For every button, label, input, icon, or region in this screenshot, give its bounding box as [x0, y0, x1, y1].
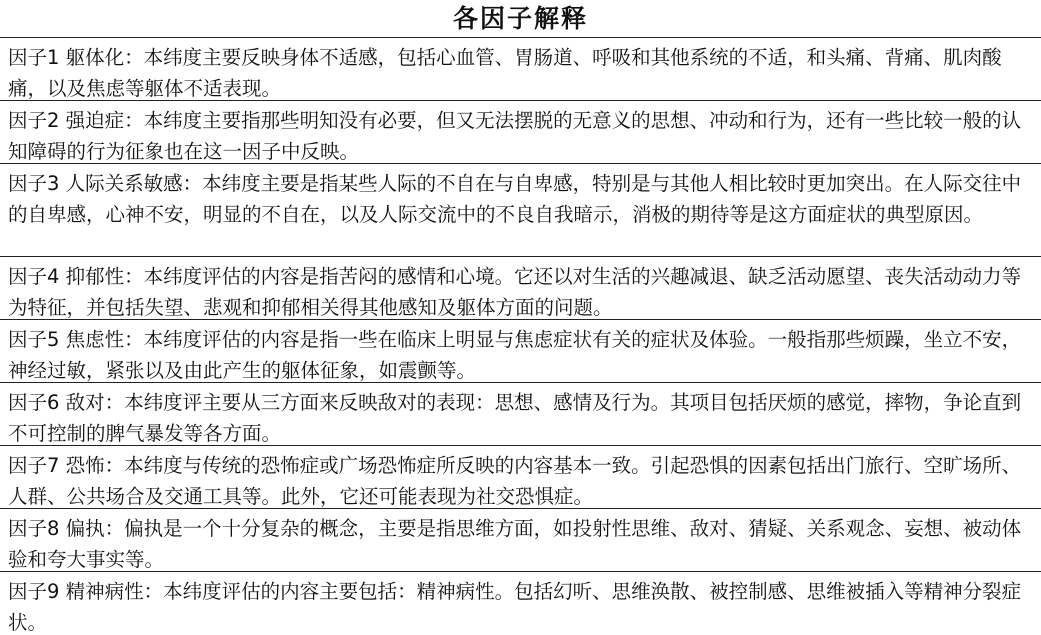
factor-row-9: 因子9 精神病性：本纬度评估的内容主要包括：精神病性。包括幻听、思维涣散、被控制感、思维被插入等精神分裂症状。: [8, 580, 1022, 634]
factor-row-2: 因子2 强迫症：本纬度主要指那些明知没有必要，但又无法摆脱的无意义的思想、冲动和行为，还有一些比较一般的认知障碍的行为征象也在这一因子中反映。: [0, 101, 1041, 164]
factor-row-4: 因子4 抑郁性：本纬度评估的内容是指苦闷的感情和心境。它还以对生活的兴趣减退、缺乏活动愿望、丧失活动动力等为特征，并包括失望、悲观和抑郁相关得其他感知及躯体方面的问题。: [0, 257, 1041, 320]
factor-rows: [0, 38, 1041, 635]
factor-row-7: 因子7 恐怖：本纬度与传统的恐怖症或广场恐怖症所反映的内容基本一致。引起恐惧的因素包括出门旅行、空旷场所、人群、公共场合及交通工具等。此外，它还可能表现为社交恐惧症。: [0, 446, 1041, 509]
factor-row-8: 因子8 偏执：偏执是一个十分复杂的概念，主要是指思维方面，如投射性思维、敌对、猜疑、关系观念、妄想、被动体验和夸大事实等。: [0, 509, 1041, 572]
factor-row-5: 因子5 焦虑性：本纬度评估的内容是指一些在临床上明显与焦虑症状有关的症状及体验。一般指那些烦躁，坐立不安，神经过敏，紧张以及由此产生的躯体征象，如震颤等。: [0, 320, 1041, 383]
factor-row-6: 因子6 敌对：本纬度评主要从三方面来反映敌对的表现：思想、感情及行为。其项目包括厌烦的感觉，摔物，争论直到不可控制的脾气暴发等各方面。: [0, 383, 1041, 446]
factor-row-1: 因子1 躯体化：本纬度主要反映身体不适感，包括心血管、胃肠道、呼吸和其他系统的不适，和头痛、背痛、肌肉酸痛，以及焦虑等躯体不适表现。: [0, 38, 1041, 101]
table-title: 各因子解释: [0, 0, 1041, 38]
factor-row-3: 因子3 人际关系敏感：本纬度主要是指某些人际的不自在与自卑感，特别是与其他人相比较时更加突出。在人际交往中的自卑感，心神不安，明显的不自在，以及人际交流中的不良自我暗示，消极的期待等是这方面症状的典型原因。: [0, 164, 1041, 257]
